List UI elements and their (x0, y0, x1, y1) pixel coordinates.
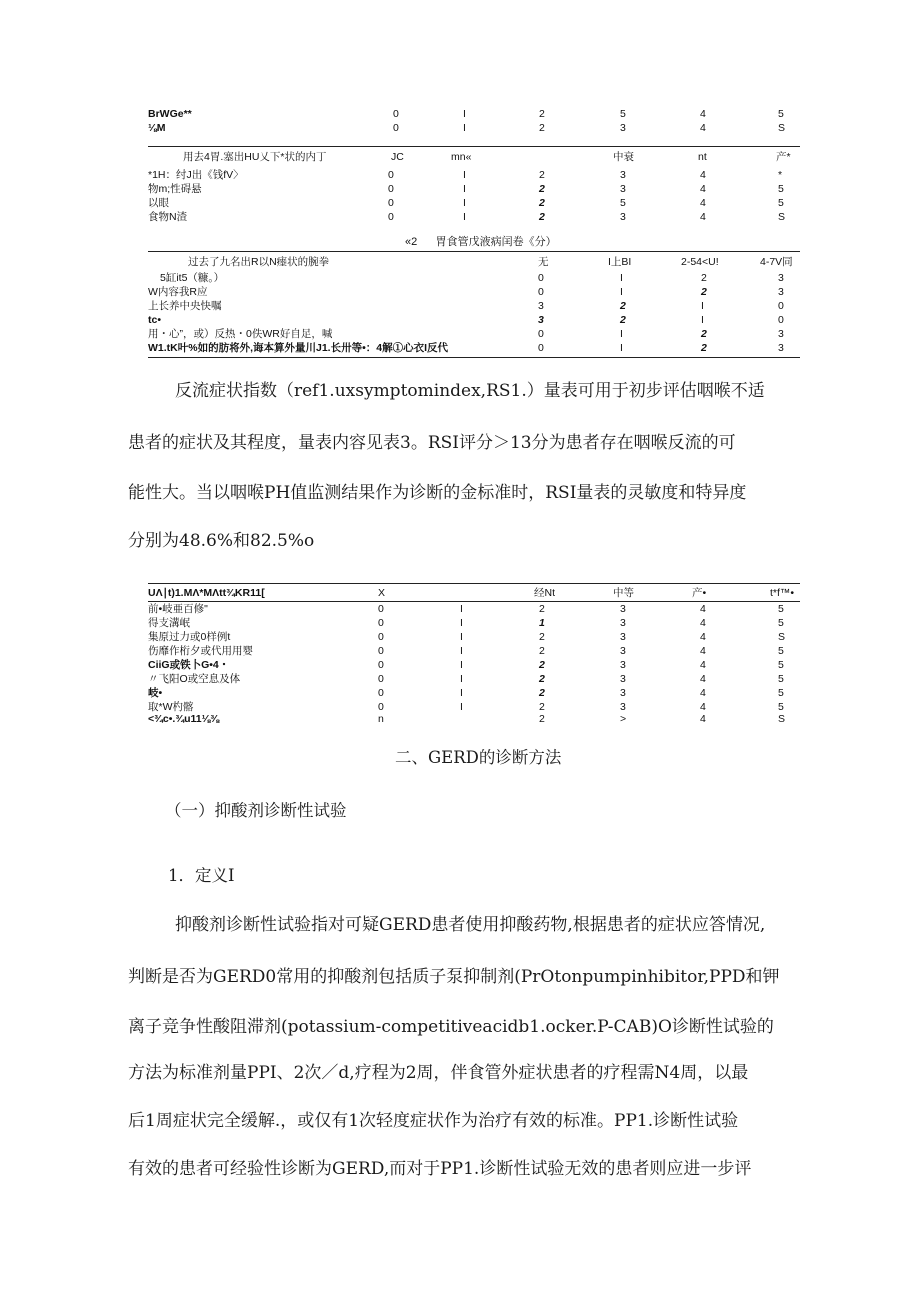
cell-value: 4 (700, 713, 706, 725)
cell-value: 0 (778, 314, 784, 326)
cell-value: I (620, 286, 623, 298)
header-cell: JC (391, 151, 404, 163)
cell-value: 5 (778, 645, 784, 657)
cell-value: 3 (778, 342, 784, 354)
cell-value: S (778, 211, 786, 223)
header-cell: 中衰 (613, 151, 634, 163)
row-label: 前•岐亜百修" (148, 603, 208, 615)
cell-value: 4 (700, 197, 706, 209)
cell-value: 0 (378, 687, 384, 699)
cell-value: 5 (778, 701, 784, 713)
cell-value: 3 (620, 673, 626, 685)
cell-value: 3 (620, 183, 626, 195)
cell-value: 2 (539, 197, 545, 209)
paragraph-line: 后1周症状完全缓解.，或仅有1次轻度症状作为治疗有效的标准。PP1.诊断性试验 (128, 1111, 739, 1131)
cell-value: I (701, 300, 704, 312)
cell-value: 4 (700, 645, 706, 657)
header-cell: I上BI (608, 256, 632, 268)
row-label: 食物N渣 (148, 211, 188, 223)
row-label: ⅛M (148, 122, 166, 134)
cell-value: 0 (388, 169, 394, 181)
cell-value: 0 (378, 701, 384, 713)
row-label: 以眼 (148, 197, 169, 209)
cell-value: 2 (539, 122, 545, 134)
cell-value: 4 (700, 673, 706, 685)
cell-value: I (460, 687, 463, 699)
cell-value: I (460, 617, 463, 629)
row-label: 岐• (148, 687, 163, 699)
cell-value: 2 (539, 631, 545, 643)
cell-value: 3 (620, 701, 626, 713)
section-heading: 二、GERD的诊断方法 (395, 748, 562, 767)
cell-value: 0 (538, 286, 544, 298)
cell-value: 2 (539, 169, 545, 181)
cell-value: I (463, 183, 466, 195)
row-label: 上长养中央快嘱 (148, 300, 222, 312)
cell-value: 0 (538, 272, 544, 284)
header-cell: 产• (692, 587, 707, 599)
cell-value: I (463, 211, 466, 223)
cell-value: 2 (539, 701, 545, 713)
table-rule (148, 601, 800, 602)
cell-value: 3 (778, 286, 784, 298)
header-cell: 2-54<U! (681, 256, 719, 268)
cell-value: 2 (539, 211, 545, 223)
row-label: 物m;性碍悬 (148, 183, 202, 195)
cell-value: I (620, 272, 623, 284)
cell-value: 0 (378, 673, 384, 685)
cell-value: 4 (700, 687, 706, 699)
cell-value: 0 (388, 211, 394, 223)
table-caption (405, 233, 557, 249)
table-rule (148, 251, 800, 252)
cell-value: I (460, 673, 463, 685)
cell-value: 3 (620, 687, 626, 699)
cell-value: 3 (620, 645, 626, 657)
row-label: BrWGe** (148, 108, 192, 120)
cell-value: 2 (701, 286, 707, 298)
subsection-heading: （一）抑酸剂诊断性试验 (165, 801, 347, 820)
cell-value: 5 (778, 673, 784, 685)
row-label: 用・心”，或）反热・0佚WR好自足，喊 (148, 328, 333, 340)
cell-value: 5 (778, 617, 784, 629)
cell-value: I (620, 328, 623, 340)
cell-value: 2 (701, 342, 707, 354)
row-label: W内容我R应 (148, 286, 208, 298)
cell-value: 3 (620, 617, 626, 629)
cell-value: 2 (539, 603, 545, 615)
cell-value: 0 (378, 617, 384, 629)
cell-value: 3 (620, 169, 626, 181)
header-cell: 经Nt (534, 587, 555, 599)
cell-value: 3 (620, 631, 626, 643)
cell-value: I (463, 169, 466, 181)
cell-value: 3 (778, 272, 784, 284)
table-number: «2 (405, 236, 418, 248)
cell-value: 4 (700, 631, 706, 643)
cell-value: 4 (700, 603, 706, 615)
paragraph-line: 能性大。当以咽喉PH值监测结果作为诊断的金标准时，RSI量表的灵敏度和特异度 (128, 483, 747, 503)
header-cell: 中等 (613, 587, 634, 599)
cell-value: 5 (778, 687, 784, 699)
header-cell: 4-7V同 (760, 256, 793, 268)
cell-value: 2 (539, 645, 545, 657)
row-label: W1.tK叶%如的肪将外,诲本算外量川J1.长卅等•：4解①心衣I反代 (148, 342, 449, 354)
reflux-symptom-index-table (148, 583, 800, 725)
cell-value: 3 (620, 659, 626, 671)
cell-value: 4 (700, 211, 706, 223)
cell-value: * (778, 169, 783, 181)
paragraph-line: 分别为48.6%和82.5%o (128, 531, 315, 551)
cell-value: 0 (538, 328, 544, 340)
cell-value: 0 (388, 197, 394, 209)
cell-value: 2 (539, 108, 545, 120)
cell-value: 0 (393, 108, 399, 120)
row-label: 伤靡作桁夕或代用用婴 (148, 645, 253, 657)
paragraph-line: 有效的患者可经验性诊断为GERD,而对于PP1.诊断性试验无效的患者则应进一步评 (128, 1159, 752, 1179)
cell-value: 0 (378, 603, 384, 615)
cell-value: 4 (700, 659, 706, 671)
cell-value: 3 (778, 328, 784, 340)
cell-value: 5 (778, 108, 784, 120)
cell-value: n (378, 713, 384, 725)
table-rule (148, 146, 800, 147)
cell-value: 4 (700, 108, 706, 120)
table-title: 胃食管戊液病闰卷《分） (435, 236, 557, 248)
cell-value: 4 (700, 617, 706, 629)
cell-value: 5 (620, 197, 626, 209)
cell-value: 5 (778, 183, 784, 195)
cell-value: 2 (539, 673, 545, 685)
cell-value: 4 (700, 169, 706, 181)
questionnaire-table-2 (148, 251, 800, 359)
cell-value: S (778, 122, 786, 134)
cell-value: 5 (778, 197, 784, 209)
cell-value: 2 (539, 687, 545, 699)
row-label: tc• (148, 314, 162, 326)
cell-value: I (620, 342, 623, 354)
cell-value: 0 (393, 122, 399, 134)
cell-value: > (620, 713, 627, 725)
header-cell: mn« (451, 151, 472, 163)
row-label: CiiG或铁卜G•4・ (148, 659, 230, 671)
header-cell: 无 (538, 256, 549, 268)
paragraph-line: 反流症状指数（ref1.uxsymptomindex,RS1.）量表可用于初步评估咽喉不适 (175, 381, 765, 401)
table-rule (148, 583, 800, 584)
cell-value: 2 (701, 272, 707, 284)
cell-value: 4 (700, 183, 706, 195)
cell-value: I (463, 122, 466, 134)
cell-value: 3 (620, 603, 626, 615)
paragraph-line: 离子竞争性酸阻滞剂(potassium-competitiveacidb1.ocker.P-CAB)O诊断性试验的 (128, 1017, 774, 1037)
cell-value: 0 (388, 183, 394, 195)
cell-value: 2 (620, 314, 626, 326)
cell-value: I (463, 197, 466, 209)
cell-value: 0 (778, 300, 784, 312)
cell-value: I (460, 701, 463, 713)
row-label: 集原过力或0样例t (148, 631, 231, 643)
cell-value: S (778, 631, 786, 643)
paragraph-line: 方法为标准剂量PPI、2次／d,疗程为2周，伴食管外症状患者的疗程需N4周，以最 (128, 1063, 749, 1083)
cell-value: 0 (378, 645, 384, 657)
cell-value: 2 (539, 713, 545, 725)
cell-value: 3 (620, 122, 626, 134)
cell-value: 5 (778, 603, 784, 615)
cell-value: 3 (538, 314, 544, 326)
cell-value: 3 (620, 211, 626, 223)
cell-value: 2 (539, 183, 545, 195)
cell-value: 5 (620, 108, 626, 120)
row-label: 取*W杓髂 (148, 701, 194, 713)
cell-value: I (463, 108, 466, 120)
row-label: *1H：纣J出《钱fV〉 (148, 169, 244, 181)
row-label: <¾c•.¾u11⅛⅜ (148, 713, 220, 725)
cell-value: I (460, 603, 463, 615)
paragraph-line: 判断是否为GERD0常用的抑酸剂包括质子泵抑制剂(PrOtonpumpinhibitor,PPD和钾 (128, 967, 780, 987)
paragraph-line: 患者的症状及其程度，量表内容见表3。RSI评分＞13分为患者存在咽喉反流的可 (128, 433, 736, 453)
row-label: 得支溝岷 (148, 617, 190, 629)
cell-value: I (460, 631, 463, 643)
cell-value: 2 (701, 328, 707, 340)
cell-value: 1 (539, 617, 545, 629)
cell-value: 4 (700, 701, 706, 713)
item-heading: 1．定义I (168, 866, 235, 885)
cell-value: 2 (620, 300, 626, 312)
header-cell: X (378, 587, 386, 599)
cell-value: I (460, 659, 463, 671)
table-rule (148, 357, 800, 358)
cell-value: I (460, 645, 463, 657)
row-label: 5缸it5（糠。） (160, 272, 225, 284)
paragraph-line: 抑酸剂诊断性试验指对可疑GERD患者使用抑酸药物,根据患者的症状应答情况, (175, 915, 766, 935)
cell-value: I (701, 314, 704, 326)
row-label: 〃飞阳O或空息及体 (148, 673, 241, 685)
header-cell: nt (698, 151, 707, 163)
cell-value: 5 (778, 659, 784, 671)
header-cell: t*f™• (770, 587, 795, 599)
cell-value: 4 (700, 122, 706, 134)
cell-value: 3 (538, 300, 544, 312)
header-label: UΛ∣t)1.MΛ*MΛtt¾KR11[ (148, 587, 265, 599)
cell-value: 2 (539, 659, 545, 671)
cell-value: 0 (378, 631, 384, 643)
questionnaire-table-1 (148, 108, 800, 226)
cell-value: S (778, 713, 786, 725)
header-label: 用去4胃.塞出HU乂下*状的内丁 (183, 151, 327, 163)
header-label: 过去了九名出R以N瘗状的腕拳 (188, 256, 330, 268)
cell-value: 0 (378, 659, 384, 671)
cell-value: 0 (538, 342, 544, 354)
header-cell: 产* (776, 151, 791, 163)
